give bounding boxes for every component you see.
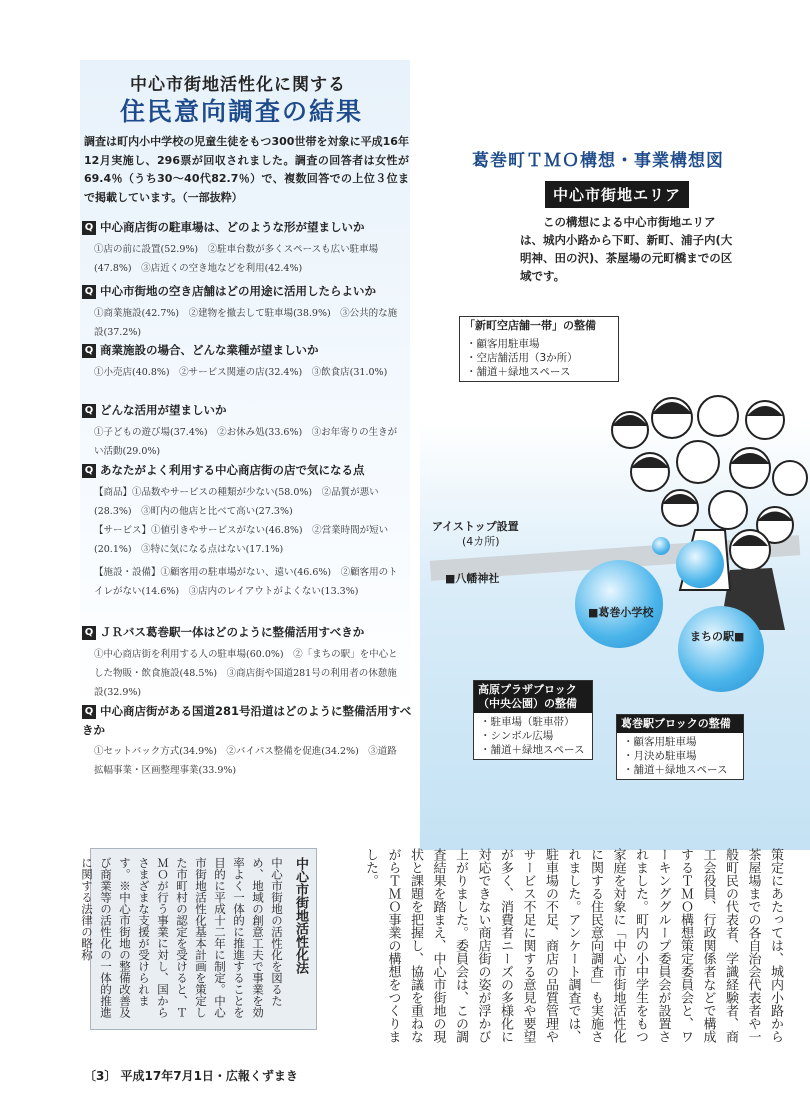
shrine-label: ■八幡神社 [445, 572, 500, 585]
question-7 [82, 702, 412, 740]
q-icon: Q [82, 626, 96, 640]
kuzumaki-title: 葛巻駅ブロックの整備 [617, 715, 743, 733]
list-item: ・シンボル広場 [480, 730, 554, 742]
list-item: ・顧客用駐車場 [623, 736, 697, 748]
station-circle [678, 606, 764, 692]
eyestop-marker [652, 537, 670, 555]
question-text: あなたがよく利用する中心商店街の店で気になる点 [100, 463, 365, 477]
q-icon: Q [82, 404, 96, 418]
map-title: 葛巻町ＴＭＯ構想・事業構想図 [472, 151, 724, 171]
station-label: まちの駅■ [690, 630, 745, 643]
answer-7: ①セットバック方式(34.9%) ②バイパス整備を促進(34.2%) ③道路拡幅事業・区画整理事業(33.9%) [94, 746, 397, 776]
takahara-title-2: （中央公園）の整備 [478, 697, 577, 710]
note-box [80, 848, 317, 1030]
question-text: 商業施設の場合、どんな業種が望ましいか [100, 343, 319, 357]
kuzumaki-box [616, 714, 744, 780]
list-item: ・顧客用駐車場 [466, 338, 540, 350]
list-item: ・舗道＋緑地スペース [466, 366, 571, 378]
article-text: 策定にあたっては、城内小路から茶屋場までの各自治会代表者や一般町民の代表者、学識経験者、商工会役員、行政関係者などで構成するＴＭＯ構想策定委員会と、ワーキンググループ委員会が設置されました。町内の小中学生をもつ家庭を対象に「中心市街地活性化に関する住民意向調査」も実施されました。アンケート調査では、駐車場の不足、商店の品質管理やサービス不足に関する意見や要望が多く、消費者ニーズの多様化に対応できない商店街の姿が浮かび上がりました。委員会は、この調査結果を踏まえ、中心市街地の現状と課題を把握し、協議を重ねながらＴＭＯ事業の構想をつくりました。 [363, 848, 783, 1043]
answer-5-goods: 【商品】①品数やサービスの種類が少ない(58.0%) ②品質が悪い(28.3%) ③町内の他店と比べて高い(27.3%) [94, 487, 379, 517]
answer-4: ①子どもの遊び場(37.4%) ②お休み処(33.6%) ③お年寄りの生きがい活動(29.0%) [94, 427, 398, 457]
page-footer: 〔3〕 平成17年7月1日・広報くずまき [84, 1069, 298, 1083]
answer-5-facility: 【施設・設備】①顧客用の駐車場がない、遠い(46.6%) ②顧客用のトイレがない(14.6%) ③店内のレイアウトがよくない(13.3%) [94, 567, 398, 597]
question-2 [82, 282, 412, 301]
shinmachi-box [459, 316, 619, 382]
takahara-box [473, 680, 593, 760]
q-icon: Q [82, 705, 96, 719]
area-label: 中心市街地エリア [545, 181, 689, 208]
answer-5-service: 【サービス】①値引きやサービスがない(46.8%) ②営業時間が短い(20.1%) ③特に気になる点はない(17.1%) [94, 525, 389, 555]
shinmachi-title: 「新町空店舗一帯」の整備 [464, 319, 596, 332]
question-6 [82, 623, 412, 642]
question-text: 中心商店街がある国道281号沿道はどのように整備活用すべきか [82, 704, 412, 737]
intro-text: 調査は町内小中学校の児童生徒をもつ300世帯を対象に平成16年12月実施し、296票が回収されました。調査の回答者は女性が69.4％（うち30～40代82.7％）で、複数回答での上位３位まで掲載しています。（一部抜粋） [84, 135, 409, 204]
page-title: 住民意向調査の結果 [120, 97, 364, 126]
area-description: この構想による中心市街地エリアは、城内小路から下町、新町、浦子内(大明神、田の沢)、茶屋場の元町橋までの区域です。 [520, 215, 733, 283]
question-text: 中心商店街の駐車場は、どのような形が望ましいか [100, 220, 365, 234]
list-item: ・舗道＋緑地スペース [480, 744, 585, 756]
question-text: ＪＲバス葛巻駅一体はどのように整備活用すべきか [100, 625, 365, 639]
school-label: ■葛巻小学校 [588, 606, 654, 619]
question-text: どんな活用が望ましいか [100, 403, 227, 417]
list-item: ・空店舗活用（3か所） [466, 352, 578, 364]
list-item: ・月決め駐車場 [623, 750, 697, 762]
question-text: 中心市街地の空き店舗はどの用途に活用したらよいか [100, 284, 376, 298]
list-item: ・舗道＋緑地スペース [623, 764, 728, 776]
header-subtitle: 中心市街地活性化に関する [130, 75, 346, 95]
question-1 [82, 218, 412, 237]
answer-3: ①小売店(40.8%) ②サービス関連の店(32.4%) ③飲食店(31.0%) [94, 367, 388, 378]
answer-1: ①店の前に設置(52.9%) ②駐車台数が多くスペースも広い駐車場(47.8%) ③店近くの空き地などを利用(42.4%) [94, 244, 379, 274]
list-item: ・駐車場（駐車帯） [480, 716, 575, 728]
note-text: 中心市街地の活性化を図るため、地域の創意工夫で事業を効率よく一体的に推進することを目的に平成十二年に制定。中心市街地活性化基本計画を策定した市町村の認定を受けると、ＴＭＯが行う事業に対し、国からさまざまな支援が受けられます。※中心市街地の整備改善及び商業等の活性化の一体的推進に関する法律の略称 [80, 857, 284, 1018]
q-icon: Q [82, 344, 96, 358]
question-5 [82, 461, 412, 480]
q-icon: Q [82, 285, 96, 299]
note-title: 中心市街地活性化法 [293, 857, 308, 974]
q-icon: Q [82, 464, 96, 478]
takahara-title [474, 681, 592, 713]
q-icon: Q [82, 221, 96, 235]
question-3 [82, 341, 412, 360]
eyestop-label: アイストップ設置 [432, 520, 519, 533]
question-4 [82, 401, 412, 420]
eyestop-count: (4カ所) [462, 535, 500, 548]
block-circle [676, 540, 724, 588]
answer-6: ①中心商店街を利用する人の駐車場(60.0%) ②「まちの駅」を中心とした物販・飲食施設(48.5%) ③商店街や国道281号の利用者の休憩施設(32.9%) [94, 649, 398, 698]
takahara-title-1: 高原プラザブロック [478, 683, 577, 696]
answer-2: ①商業施設(42.7%) ②建物を撤去して駐車場(38.9%) ③公共的な施設(37.2%) [94, 308, 398, 338]
